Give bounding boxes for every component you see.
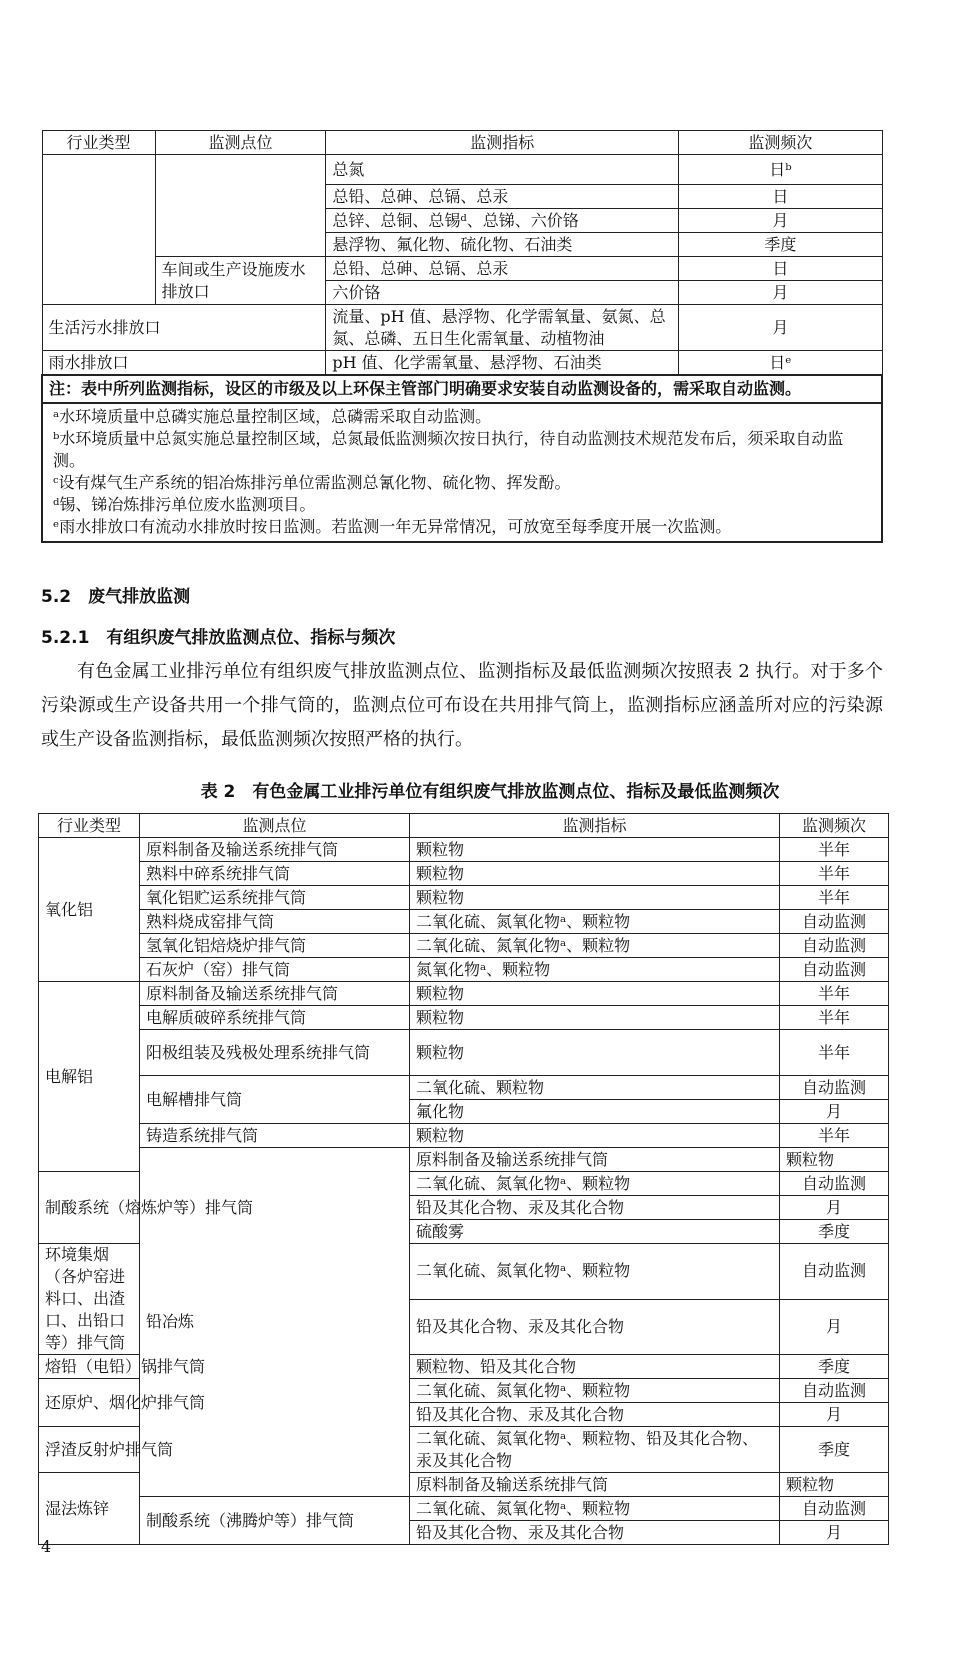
- header-industry: 行业类型: [42, 131, 155, 155]
- point-cell: 熔铅（电铅）锅排气筒: [39, 1355, 140, 1379]
- table-row: [39, 958, 889, 982]
- table-row: [39, 1355, 889, 1379]
- table-footnotes-row: [42, 403, 882, 542]
- section-heading-5-2-1: 5.2.1 有组织废气排放监测点位、指标与频次: [41, 628, 396, 648]
- table-row: [39, 982, 889, 1006]
- indicator-cell: 铅及其化合物、汞及其化合物: [410, 1299, 780, 1355]
- indicator-cell: 二氧化硫、氮氧化物ᵃ、颗粒物: [410, 934, 780, 958]
- frequency-cell: 月: [679, 209, 882, 233]
- frequency-cell: 日: [679, 257, 882, 281]
- indicator-cell: 铅及其化合物、汞及其化合物: [410, 1196, 780, 1220]
- point-cell: 熟料烧成窑排气筒: [140, 910, 410, 934]
- point-cell: 还原炉、烟化炉排气筒: [39, 1379, 140, 1427]
- header-frequency: 监测频次: [780, 814, 889, 838]
- indicator-cell: 总铅、总砷、总镉、总汞: [326, 185, 679, 209]
- indicator-cell: 颗粒物: [410, 1030, 780, 1076]
- point-cell: 浮渣反射炉排气筒: [39, 1427, 140, 1473]
- frequency-cell: 月: [679, 281, 882, 305]
- table2-caption: 表 2 有色金属工业排污单位有组织废气排放监测点位、指标及最低监测频次: [200, 782, 780, 802]
- point-cell: 原料制备及输送系统排气筒: [410, 1148, 780, 1172]
- point-cell: 制酸系统（沸腾炉等）排气筒: [140, 1497, 410, 1545]
- table-note-row: [42, 375, 882, 403]
- table-row: [39, 838, 889, 862]
- frequency-cell: 自动监测: [780, 1172, 889, 1196]
- header-point: 监测点位: [155, 131, 326, 155]
- indicator-cell: 颗粒物: [410, 1006, 780, 1030]
- frequency-cell: 自动监测: [780, 1497, 889, 1521]
- frequency-cell: 自动监测: [780, 958, 889, 982]
- frequency-cell: 半年: [780, 1030, 889, 1076]
- indicator-cell: pH 值、化学需氧量、悬浮物、石油类: [326, 351, 679, 376]
- frequency-cell: 日ᵉ: [679, 351, 882, 376]
- point-cell: 原料制备及输送系统排气筒: [140, 838, 410, 862]
- point-cell: 熟料中碎系统排气筒: [140, 862, 410, 886]
- indicator-cell: 颗粒物: [410, 982, 780, 1006]
- wastewater-monitoring-table: [41, 130, 883, 543]
- indicator-cell: 六价铬: [326, 281, 679, 305]
- frequency-cell: 自动监测: [780, 934, 889, 958]
- footnote-c: ᶜ设有煤气生产系统的铝冶炼排污单位需监测总氰化物、硫化物、挥发酚。: [53, 473, 571, 492]
- header-frequency: 监测频次: [679, 131, 882, 155]
- header-indicator: 监测指标: [326, 131, 679, 155]
- footnote-d: ᵈ锡、锑冶炼排污单位废水监测项目。: [53, 495, 316, 514]
- footnote-b: ᵇ水环境质量中总氮实施总量控制区域，总氮最低监测频次按日执行，待自动监测技术规范发布后，须采取自动监测。: [53, 429, 844, 470]
- indicator-cell: 颗粒物、铅及其化合物: [410, 1355, 780, 1379]
- indicator-cell: 总锌、总铜、总锡ᵈ、总锑、六价铬: [326, 209, 679, 233]
- footnote-e: ᵉ雨水排放口有流动水排放时按日监测。若监测一年无异常情况，可放宽至每季度开展一次监测。: [53, 517, 732, 536]
- frequency-cell: 自动监测: [780, 910, 889, 934]
- table-row: [42, 257, 882, 281]
- point-cell: 阳极组装及残极处理系统排气筒: [140, 1030, 410, 1076]
- frequency-cell: 日ᵇ: [679, 155, 882, 185]
- table-row: [39, 886, 889, 910]
- industry-cell: 电解铝: [39, 982, 140, 1172]
- point-cell: 铸造系统排气筒: [140, 1124, 410, 1148]
- point-cell: 氢氧化铝焙烧炉排气筒: [140, 934, 410, 958]
- point-cell: 氧化铝贮运系统排气筒: [140, 886, 410, 910]
- header-industry: 行业类型: [39, 814, 140, 838]
- indicator-cell: 颗粒物: [410, 862, 780, 886]
- indicator-cell: 颗粒物: [410, 838, 780, 862]
- frequency-cell: 月: [780, 1403, 889, 1427]
- frequency-cell: 自动监测: [780, 1379, 889, 1403]
- exhaust-gas-monitoring-table: [38, 813, 889, 1545]
- indicator-cell: 二氧化硫、氮氧化物ᵃ、颗粒物: [410, 1172, 780, 1196]
- frequency-cell: 季度: [780, 1220, 889, 1244]
- table-row: [42, 305, 882, 351]
- indicator-cell: 颗粒物: [410, 1124, 780, 1148]
- indicator-cell: 氮氧化物ᵃ、颗粒物: [410, 958, 780, 982]
- indicator-cell: 铅及其化合物、汞及其化合物: [410, 1403, 780, 1427]
- table-row: [42, 351, 882, 376]
- indicator-cell: 二氧化硫、氮氧化物ᵃ、颗粒物: [410, 1379, 780, 1403]
- frequency-cell: 半年: [780, 886, 889, 910]
- table-row: [39, 910, 889, 934]
- indicator-cell: 二氧化硫、氮氧化物ᵃ、颗粒物: [410, 1244, 780, 1300]
- point-cell: 环境集烟（各炉窑进料口、出渣口、出铅口等）排气筒: [39, 1244, 140, 1355]
- table-header-row: [39, 814, 889, 838]
- point-cell: 车间或生产设施废水排放口: [155, 257, 326, 305]
- indicator-cell: 颗粒物: [410, 886, 780, 910]
- frequency-cell: 月: [780, 1521, 889, 1545]
- indicator-cell: 总铅、总砷、总镉、总汞: [326, 257, 679, 281]
- frequency-cell: 半年: [780, 1124, 889, 1148]
- table-row: [39, 934, 889, 958]
- table-row: [39, 1006, 889, 1030]
- indicator-cell: 铅及其化合物、汞及其化合物: [410, 1521, 780, 1545]
- point-cell: 制酸系统（熔炼炉等）排气筒: [39, 1172, 140, 1244]
- point-cell: 电解质破碎系统排气筒: [140, 1006, 410, 1030]
- indicator-cell: 流量、pH 值、悬浮物、化学需氧量、氨氮、总氮、总磷、五日生化需氧量、动植物油: [326, 305, 679, 351]
- point-cell: 原料制备及输送系统排气筒: [140, 982, 410, 1006]
- table-row: [39, 1148, 889, 1172]
- table-row: [39, 1124, 889, 1148]
- frequency-cell: 日: [679, 185, 882, 209]
- section-heading-5-2: 5.2 废气排放监测: [41, 587, 191, 607]
- header-point: 监测点位: [140, 814, 410, 838]
- indicator-cell: 二氧化硫、颗粒物: [410, 1076, 780, 1100]
- table-header-row: [42, 131, 882, 155]
- frequency-cell: 月: [679, 305, 882, 351]
- table-row: [39, 1030, 889, 1076]
- indicator-cell: 总氮: [326, 155, 679, 185]
- indicator-cell: 悬浮物、氟化物、硫化物、石油类: [326, 233, 679, 257]
- indicator-cell: 二氧化硫、氮氧化物ᵃ、颗粒物: [410, 910, 780, 934]
- table-row: [42, 155, 882, 185]
- frequency-cell: 自动监测: [780, 1076, 889, 1100]
- frequency-cell: 月: [780, 1100, 889, 1124]
- point-cell: 原料制备及输送系统排气筒: [410, 1473, 780, 1497]
- point-cell: 石灰炉（窑）排气筒: [140, 958, 410, 982]
- frequency-cell: 半年: [780, 982, 889, 1006]
- point-cell-empty: [155, 155, 326, 257]
- industry-cell: 氧化铝: [39, 838, 140, 982]
- frequency-cell: 自动监测: [780, 1244, 889, 1300]
- frequency-cell: 月: [780, 1196, 889, 1220]
- table-footnotes: [42, 403, 882, 542]
- frequency-cell: 半年: [780, 838, 889, 862]
- industry-cell: 生活污水排放口: [42, 305, 326, 351]
- page-number: 4: [41, 1537, 52, 1556]
- industry-cell-empty: [42, 155, 155, 305]
- industry-cell: 湿法炼锌: [39, 1473, 140, 1545]
- footnote-a: ᵃ水环境质量中总磷实施总量控制区域，总磷需采取自动监测。: [53, 407, 492, 426]
- frequency-cell: 月: [780, 1299, 889, 1355]
- frequency-cell: 半年: [780, 862, 889, 886]
- indicator-cell: 颗粒物: [780, 1473, 889, 1497]
- industry-cell: 雨水排放口: [42, 351, 326, 376]
- point-cell: 电解槽排气筒: [140, 1076, 410, 1124]
- table-row: [39, 862, 889, 886]
- body-paragraph: 有色金属工业排污单位有组织废气排放监测点位、监测指标及最低监测频次按照表 2 执行。对于多个污染源或生产设备共用一个排气筒的，监测点位可布设在共用排气筒上，监测指标应涵盖所对应的污染源或生产设备监测指标，最低监测频次按照严格的执行。: [41, 661, 883, 750]
- industry-cell: 铅冶炼: [140, 1148, 410, 1497]
- frequency-cell: 季度: [780, 1427, 889, 1473]
- indicator-cell: 氟化物: [410, 1100, 780, 1124]
- table-row: [39, 1497, 889, 1521]
- frequency-cell: 半年: [780, 1006, 889, 1030]
- table-note-main: 注：表中所列监测指标，设区的市级及以上环保主管部门明确要求安装自动监测设备的，需采取自动监测。: [42, 375, 882, 403]
- indicator-cell: 二氧化硫、氮氧化物ᵃ、颗粒物: [410, 1497, 780, 1521]
- table-row: [39, 1076, 889, 1100]
- indicator-cell: 二氧化硫、氮氧化物ᵃ、颗粒物、铅及其化合物、汞及其化合物: [410, 1427, 780, 1473]
- header-indicator: 监测指标: [410, 814, 780, 838]
- frequency-cell: 季度: [679, 233, 882, 257]
- frequency-cell: 季度: [780, 1355, 889, 1379]
- indicator-cell: 颗粒物: [780, 1148, 889, 1172]
- indicator-cell: 硫酸雾: [410, 1220, 780, 1244]
